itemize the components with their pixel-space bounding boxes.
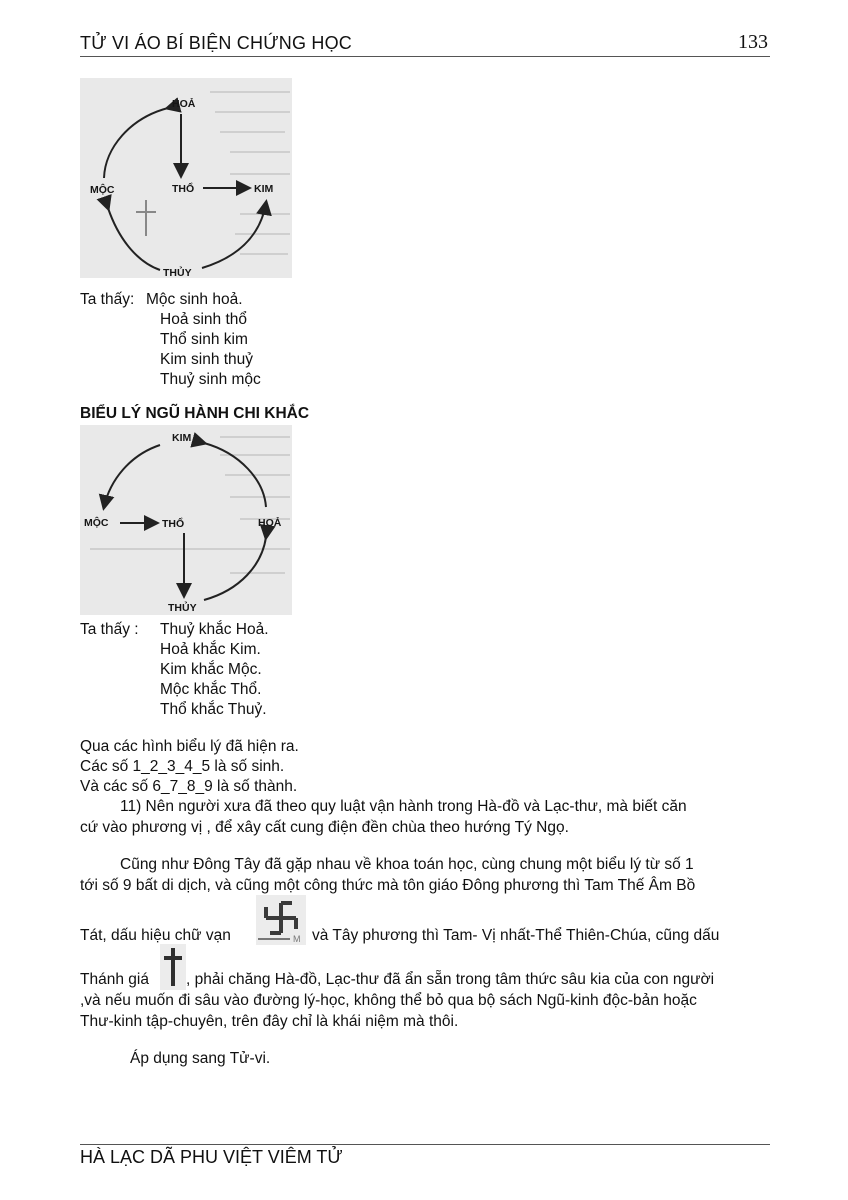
diagram2-label-hoa: HOẢ bbox=[258, 517, 282, 529]
paragraph-2-line-3a: Tát, dấu hiệu chữ vạn bbox=[80, 927, 231, 944]
paragraph-2-line-4a: Thánh giá bbox=[80, 971, 149, 988]
paragraph-2-line-6: Thư-kinh tập-chuyên, trên đây chỉ là khái niệm mà thôi. bbox=[80, 1013, 459, 1030]
section1-line-5: Thuỷ sinh mộc bbox=[160, 371, 261, 388]
paragraph-2-line-5: ,và nếu muốn đi sâu vào đường lý-học, không thể bỏ qua bộ sách Ngũ-kinh độc-bản hoặc bbox=[80, 992, 697, 1009]
footer-rule bbox=[80, 1144, 770, 1145]
page-number: 133 bbox=[738, 31, 768, 53]
summary-line-1: Qua các hình biểu lý đã hiện ra. bbox=[80, 738, 299, 755]
section1-lead: Ta thấy: bbox=[80, 291, 135, 308]
summary-line-2: Các số 1_2_3_4_5 là số sinh. bbox=[80, 758, 285, 775]
section1-line-4: Kim sinh thuỷ bbox=[160, 351, 254, 368]
diagram1-label-kim: KIM bbox=[254, 183, 274, 195]
diagram1-label-moc: MỘC bbox=[90, 184, 115, 196]
section2-lead: Ta thấy : bbox=[80, 621, 139, 638]
summary-line-3: Và các số 6_7_8_9 là số thành. bbox=[80, 778, 298, 795]
diagram2-label-kim: KIM bbox=[172, 432, 192, 444]
page-header-title: TỬ VI ÁO BÍ BIỆN CHỨNG HỌC bbox=[80, 33, 352, 53]
section1-line-3: Thổ sinh kim bbox=[160, 331, 248, 348]
section2-line-2: Hoả khắc Kim. bbox=[160, 641, 261, 658]
diagram2-label-tho: THỔ bbox=[162, 518, 185, 530]
diagram1-label-thuy: THỦY bbox=[163, 267, 192, 278]
paragraph-11-line-1: 11) Nên người xưa đã theo quy luật vận hành trong Hà-đồ và Lạc-thư, mà biết căn bbox=[120, 798, 687, 815]
section-heading-che-khac: BIỂU LÝ NGŨ HÀNH CHI KHẮC bbox=[80, 405, 310, 422]
diagram2-label-thuy: THỦY bbox=[168, 602, 197, 614]
page-footer-title: HÀ LẠC DÃ PHU VIỆT VIÊM TỬ bbox=[80, 1147, 343, 1167]
paragraph-2-line-2: tới số 9 bất di dịch, và cũng một công thức mà tôn giáo Đông phương thì Tam Thế Âm Bồ bbox=[80, 877, 696, 894]
restraint-cycle-diagram bbox=[80, 425, 292, 615]
header-rule bbox=[80, 56, 770, 57]
generation-cycle-diagram bbox=[80, 78, 292, 278]
diagram1-label-hoa: HOẢ bbox=[172, 98, 196, 110]
section1-line-1: Mộc sinh hoả. bbox=[146, 291, 243, 308]
paragraph-2-line-1: Cũng như Đông Tây đã gặp nhau về khoa toán học, cùng chung một biểu lý từ số 1 bbox=[120, 856, 694, 873]
paragraph-2-line-3b: và Tây phương thì Tam- Vị nhất-Thể Thiên-Chúa, cũng dấu bbox=[312, 927, 720, 944]
cross-symbol-image bbox=[160, 944, 186, 990]
section2-line-3: Kim khắc Mộc. bbox=[160, 661, 262, 678]
paragraph-2-line-4b: , phải chăng Hà-đồ, Lạc-thư đã ẩn sẵn trong tâm thức sâu kia của con người bbox=[186, 971, 715, 988]
paragraph-11-line-2: cứ vào phương vị , để xây cất cung điện đền chùa theo hướng Tý Ngọ. bbox=[80, 819, 569, 836]
svg-text:M: M bbox=[293, 934, 301, 944]
swastika-symbol-image bbox=[256, 895, 306, 945]
section2-line-5: Thổ khắc Thuỷ. bbox=[160, 701, 267, 718]
section2-line-4: Mộc khắc Thổ. bbox=[160, 681, 262, 698]
closing-line: Áp dụng sang Tử-vi. bbox=[130, 1050, 271, 1067]
diagram1-label-tho: THỔ bbox=[172, 183, 195, 195]
section1-line-2: Hoả sinh thổ bbox=[160, 311, 248, 328]
section2-line-1: Thuỷ khắc Hoả. bbox=[160, 621, 269, 638]
diagram2-label-moc: MỘC bbox=[84, 517, 109, 529]
